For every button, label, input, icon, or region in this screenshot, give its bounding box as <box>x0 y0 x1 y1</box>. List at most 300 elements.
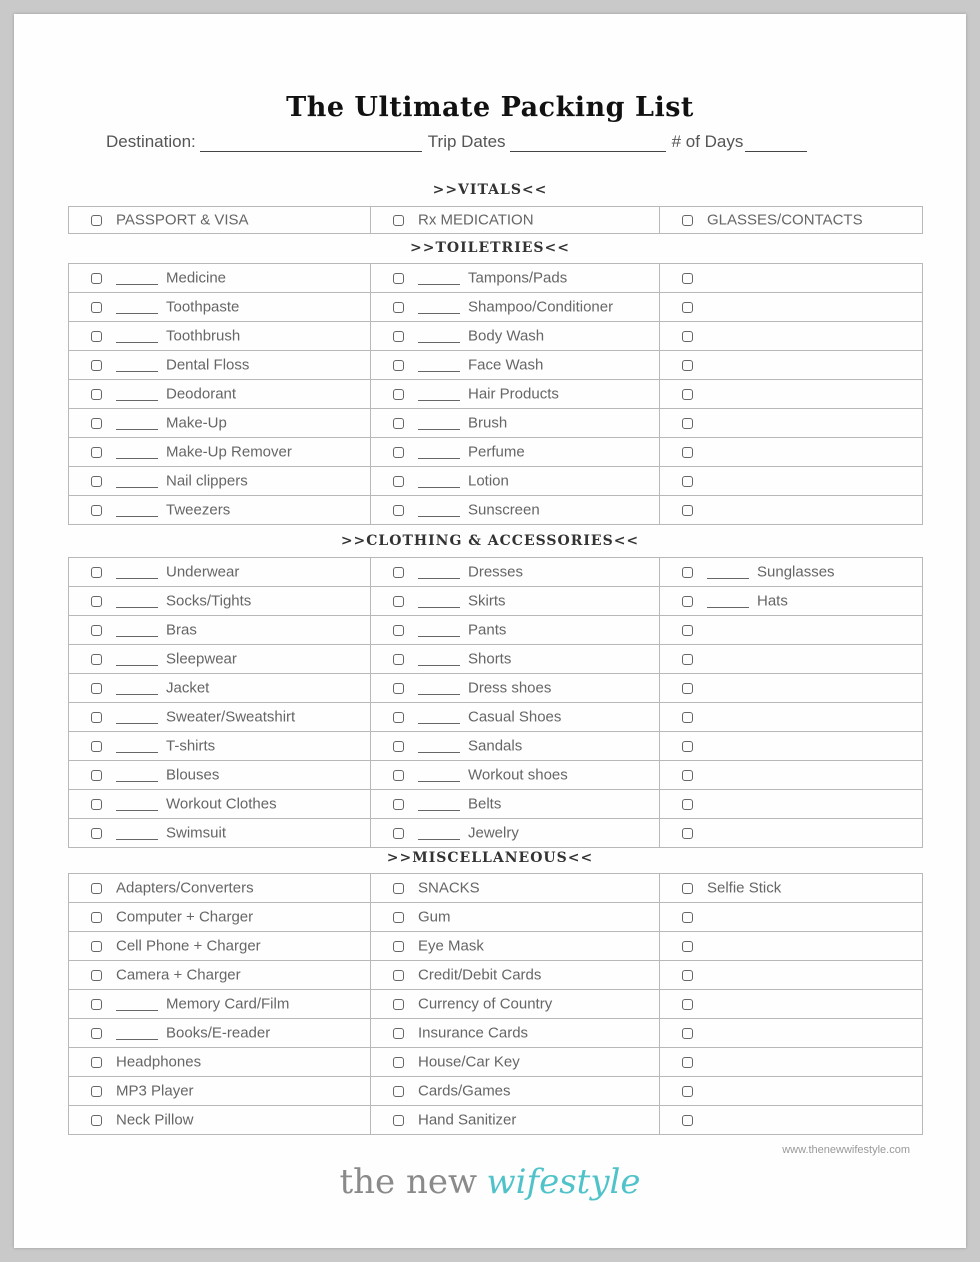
checkbox[interactable] <box>393 941 404 952</box>
clothing-heading: >>CLOTHING & ACCESSORIES<< <box>340 533 640 549</box>
item-label: Hand Sanitizer <box>418 1111 517 1129</box>
checkbox[interactable] <box>393 970 404 981</box>
clothing-cell <box>371 703 660 732</box>
quantity-blank[interactable] <box>418 359 460 372</box>
quantity-blank[interactable] <box>418 330 460 343</box>
checkbox[interactable] <box>682 360 693 371</box>
clothing-cell <box>371 645 660 674</box>
checkbox[interactable] <box>682 476 693 487</box>
quantity-blank[interactable] <box>116 624 158 637</box>
item-label: Hair Products <box>468 385 559 403</box>
clothing-cell <box>69 732 371 761</box>
toiletries-cell <box>660 322 923 351</box>
clothing-row <box>69 732 923 761</box>
toiletries-cell <box>69 496 371 525</box>
checkbox[interactable] <box>91 941 102 952</box>
item-label: Selfie Stick <box>707 879 782 897</box>
checkbox[interactable] <box>682 712 693 723</box>
checkbox[interactable] <box>682 654 693 665</box>
checkbox[interactable] <box>393 215 404 226</box>
quantity-blank[interactable] <box>116 595 158 608</box>
checkbox[interactable] <box>91 476 102 487</box>
misc-cell <box>660 990 923 1019</box>
checkbox[interactable] <box>91 447 102 458</box>
misc-row <box>69 1019 923 1048</box>
toiletries-row <box>69 380 923 409</box>
checkbox[interactable] <box>393 447 404 458</box>
item-label: Insurance Cards <box>418 1024 529 1042</box>
clothing-cell <box>371 558 660 587</box>
item-label: Pants <box>468 621 507 639</box>
misc-cell <box>69 1077 371 1106</box>
clothing-row <box>69 616 923 645</box>
quantity-blank[interactable] <box>707 566 749 579</box>
misc-cell <box>69 903 371 932</box>
quantity-blank[interactable] <box>116 388 158 401</box>
quantity-blank[interactable] <box>116 446 158 459</box>
quantity-blank[interactable] <box>418 711 460 724</box>
clothing-cell <box>660 761 923 790</box>
checkbox[interactable] <box>682 1057 693 1068</box>
toiletries-cell <box>371 351 660 380</box>
quantity-blank[interactable] <box>116 359 158 372</box>
quantity-blank[interactable] <box>116 475 158 488</box>
checkbox[interactable] <box>393 625 404 636</box>
checkbox[interactable] <box>682 273 693 284</box>
quantity-blank[interactable] <box>418 388 460 401</box>
item-label: Headphones <box>116 1053 202 1071</box>
toiletries-cell <box>660 264 923 293</box>
misc-heading: >>MISCELLANEOUS<< <box>386 850 594 866</box>
item-label: Tweezers <box>166 501 231 519</box>
quantity-blank[interactable] <box>116 272 158 285</box>
vitals-row <box>69 207 923 234</box>
clothing-cell <box>660 732 923 761</box>
toiletries-row <box>69 496 923 525</box>
checkbox[interactable] <box>393 596 404 607</box>
quantity-blank[interactable] <box>116 827 158 840</box>
clothing-cell <box>660 587 923 616</box>
checkbox[interactable] <box>91 360 102 371</box>
item-label: Sunscreen <box>468 501 540 519</box>
item-label: Skirts <box>468 592 506 610</box>
misc-row <box>69 874 923 903</box>
checkbox[interactable] <box>91 683 102 694</box>
checkbox[interactable] <box>682 567 693 578</box>
checkbox[interactable] <box>91 215 102 226</box>
quantity-blank[interactable] <box>116 740 158 753</box>
misc-cell <box>371 961 660 990</box>
item-label: Make-Up Remover <box>166 443 292 461</box>
quantity-blank[interactable] <box>116 769 158 782</box>
quantity-blank[interactable] <box>418 827 460 840</box>
clothing-row <box>69 790 923 819</box>
quantity-blank[interactable] <box>116 653 158 666</box>
vitals-table <box>68 206 923 234</box>
item-label: Tampons/Pads <box>468 269 568 287</box>
misc-row <box>69 990 923 1019</box>
checkbox[interactable] <box>393 331 404 342</box>
quantity-blank[interactable] <box>418 475 460 488</box>
item-label: Toothbrush <box>166 327 241 345</box>
toiletries-cell <box>69 322 371 351</box>
clothing-row <box>69 761 923 790</box>
days-field[interactable] <box>745 134 807 152</box>
quantity-blank[interactable] <box>707 595 749 608</box>
item-label: Rx MEDICATION <box>418 211 534 229</box>
checkbox[interactable] <box>393 712 404 723</box>
checkbox[interactable] <box>91 302 102 313</box>
quantity-blank[interactable] <box>418 769 460 782</box>
clothing-cell <box>371 587 660 616</box>
checkbox[interactable] <box>682 883 693 894</box>
clothing-cell <box>69 790 371 819</box>
checkbox[interactable] <box>682 1115 693 1126</box>
clothing-cell <box>660 819 923 848</box>
checkbox[interactable] <box>91 389 102 400</box>
checkbox[interactable] <box>393 999 404 1010</box>
misc-row <box>69 1048 923 1077</box>
misc-cell <box>69 874 371 903</box>
checkbox[interactable] <box>91 741 102 752</box>
checkbox[interactable] <box>393 1028 404 1039</box>
checkbox[interactable] <box>682 683 693 694</box>
misc-cell <box>660 1106 923 1135</box>
destination-label: Destination: <box>106 132 196 151</box>
misc-cell <box>371 1048 660 1077</box>
quantity-blank[interactable] <box>116 998 158 1011</box>
checkbox[interactable] <box>393 912 404 923</box>
clothing-cell <box>660 790 923 819</box>
checkbox[interactable] <box>91 799 102 810</box>
toiletries-row <box>69 467 923 496</box>
checkbox[interactable] <box>91 970 102 981</box>
checkbox[interactable] <box>91 912 102 923</box>
checkbox[interactable] <box>393 883 404 894</box>
checkbox[interactable] <box>682 912 693 923</box>
item-label: Gum <box>418 908 451 926</box>
quantity-blank[interactable] <box>418 417 460 430</box>
toiletries-cell <box>69 293 371 322</box>
toiletries-cell <box>371 438 660 467</box>
misc-cell <box>69 1048 371 1077</box>
checkbox[interactable] <box>682 215 693 226</box>
item-label: Make-Up <box>166 414 227 432</box>
item-label: Hats <box>757 592 788 610</box>
clothing-cell <box>660 674 923 703</box>
item-label: Sleepwear <box>166 650 237 668</box>
quantity-blank[interactable] <box>418 595 460 608</box>
checkbox[interactable] <box>393 302 404 313</box>
misc-cell <box>69 961 371 990</box>
item-label: Neck Pillow <box>116 1111 194 1129</box>
checkbox[interactable] <box>393 418 404 429</box>
checkbox[interactable] <box>682 941 693 952</box>
quantity-blank[interactable] <box>418 653 460 666</box>
toiletries-cell <box>371 496 660 525</box>
misc-row <box>69 903 923 932</box>
checkbox[interactable] <box>91 625 102 636</box>
checkbox[interactable] <box>682 970 693 981</box>
checkbox[interactable] <box>682 331 693 342</box>
misc-cell <box>69 932 371 961</box>
misc-row <box>69 1077 923 1106</box>
days-label: # of Days <box>671 132 744 151</box>
checkbox[interactable] <box>393 273 404 284</box>
quantity-blank[interactable] <box>116 504 158 517</box>
item-label: Adapters/Converters <box>116 879 254 897</box>
checkbox[interactable] <box>393 828 404 839</box>
item-label: Casual Shoes <box>468 708 562 726</box>
vitals-cell <box>69 207 371 234</box>
item-label: Shorts <box>468 650 512 668</box>
item-label: Face Wash <box>468 356 544 374</box>
item-label: Dental Floss <box>166 356 250 374</box>
checkbox[interactable] <box>91 883 102 894</box>
quantity-blank[interactable] <box>418 504 460 517</box>
checkbox[interactable] <box>393 654 404 665</box>
checkbox[interactable] <box>91 331 102 342</box>
quantity-blank[interactable] <box>116 682 158 695</box>
destination-field[interactable] <box>200 134 422 152</box>
quantity-blank[interactable] <box>418 682 460 695</box>
quantity-blank[interactable] <box>418 566 460 579</box>
toiletries-cell <box>371 264 660 293</box>
logo-left-text: the new <box>339 1162 478 1202</box>
clothing-cell <box>69 558 371 587</box>
toiletries-cell <box>660 351 923 380</box>
misc-cell <box>371 874 660 903</box>
toiletries-table <box>68 263 923 525</box>
item-label: Perfume <box>468 443 525 461</box>
trip-dates-field[interactable] <box>510 134 666 152</box>
checkbox[interactable] <box>393 360 404 371</box>
misc-cell <box>69 1106 371 1135</box>
toiletries-cell <box>660 380 923 409</box>
checkbox[interactable] <box>682 741 693 752</box>
checkbox[interactable] <box>682 999 693 1010</box>
item-label: Workout shoes <box>468 766 568 784</box>
misc-cell <box>371 1019 660 1048</box>
checkbox[interactable] <box>393 741 404 752</box>
checkbox[interactable] <box>91 273 102 284</box>
checkbox[interactable] <box>682 447 693 458</box>
quantity-blank[interactable] <box>418 272 460 285</box>
quantity-blank[interactable] <box>116 330 158 343</box>
checkbox[interactable] <box>682 1028 693 1039</box>
toiletries-row <box>69 438 923 467</box>
clothing-cell <box>371 732 660 761</box>
checkbox[interactable] <box>393 1115 404 1126</box>
quantity-blank[interactable] <box>116 798 158 811</box>
checkbox[interactable] <box>393 476 404 487</box>
clothing-cell <box>69 616 371 645</box>
checkbox[interactable] <box>91 1086 102 1097</box>
item-label: Sunglasses <box>757 563 835 581</box>
item-label: Blouses <box>166 766 220 784</box>
toiletries-cell <box>660 293 923 322</box>
checkbox[interactable] <box>682 799 693 810</box>
item-label: House/Car Key <box>418 1053 520 1071</box>
checkbox[interactable] <box>393 1086 404 1097</box>
toiletries-cell <box>371 380 660 409</box>
toiletries-row <box>69 322 923 351</box>
quantity-blank[interactable] <box>418 446 460 459</box>
toiletries-cell <box>69 467 371 496</box>
toiletries-cell <box>69 380 371 409</box>
brand-logo <box>14 1162 966 1202</box>
quantity-blank[interactable] <box>418 301 460 314</box>
misc-cell <box>660 1019 923 1048</box>
misc-cell <box>371 932 660 961</box>
item-label: Eye Mask <box>418 937 484 955</box>
quantity-blank[interactable] <box>418 798 460 811</box>
toiletries-cell <box>371 467 660 496</box>
checkbox[interactable] <box>393 1057 404 1068</box>
toiletries-cell <box>69 351 371 380</box>
checkbox[interactable] <box>682 505 693 516</box>
clothing-cell <box>660 645 923 674</box>
quantity-blank[interactable] <box>116 711 158 724</box>
misc-cell <box>660 903 923 932</box>
checkbox[interactable] <box>682 1086 693 1097</box>
checkbox[interactable] <box>91 712 102 723</box>
quantity-blank[interactable] <box>116 301 158 314</box>
checkbox[interactable] <box>91 1115 102 1126</box>
misc-cell <box>660 1048 923 1077</box>
item-label: PASSPORT & VISA <box>116 211 249 229</box>
checkbox[interactable] <box>393 683 404 694</box>
page-title: The Ultimate Packing List <box>286 92 694 123</box>
toiletries-cell <box>69 409 371 438</box>
item-label: Deodorant <box>166 385 237 403</box>
item-label: Sweater/Sweatshirt <box>166 708 296 726</box>
item-label: Shampoo/Conditioner <box>468 298 614 316</box>
item-label: Currency of Country <box>418 995 553 1013</box>
clothing-cell <box>69 674 371 703</box>
item-label: Camera + Charger <box>116 966 241 984</box>
misc-cell <box>660 874 923 903</box>
trip-info-line <box>106 132 926 152</box>
clothing-cell <box>69 587 371 616</box>
checkbox[interactable] <box>91 567 102 578</box>
toiletries-row <box>69 264 923 293</box>
checkbox[interactable] <box>91 596 102 607</box>
toiletries-cell <box>660 467 923 496</box>
checkbox[interactable] <box>682 625 693 636</box>
checkbox[interactable] <box>682 828 693 839</box>
quantity-blank[interactable] <box>418 740 460 753</box>
misc-cell <box>69 1019 371 1048</box>
checkbox[interactable] <box>393 799 404 810</box>
misc-cell <box>371 1106 660 1135</box>
checkbox[interactable] <box>91 828 102 839</box>
checkbox[interactable] <box>91 1057 102 1068</box>
checkbox[interactable] <box>682 302 693 313</box>
clothing-cell <box>69 819 371 848</box>
item-label: Computer + Charger <box>116 908 254 926</box>
clothing-cell <box>371 674 660 703</box>
vitals-heading: >>VITALS<< <box>432 182 548 198</box>
clothing-row <box>69 645 923 674</box>
item-label: Jacket <box>166 679 210 697</box>
quantity-blank[interactable] <box>418 624 460 637</box>
toiletries-row <box>69 409 923 438</box>
misc-table <box>68 873 923 1135</box>
item-label: Workout Clothes <box>166 795 277 813</box>
item-label: Body Wash <box>468 327 545 345</box>
checkbox[interactable] <box>91 505 102 516</box>
checkbox[interactable] <box>91 654 102 665</box>
quantity-blank[interactable] <box>116 1027 158 1040</box>
toiletries-cell <box>69 264 371 293</box>
misc-cell <box>660 961 923 990</box>
checkbox[interactable] <box>393 567 404 578</box>
clothing-cell <box>660 616 923 645</box>
checkbox[interactable] <box>393 505 404 516</box>
clothing-cell <box>69 761 371 790</box>
checkbox[interactable] <box>393 770 404 781</box>
checkbox[interactable] <box>682 770 693 781</box>
clothing-row <box>69 703 923 732</box>
toiletries-cell <box>69 438 371 467</box>
checkbox[interactable] <box>91 1028 102 1039</box>
item-label: Lotion <box>468 472 509 490</box>
item-label: T-shirts <box>166 737 216 755</box>
checkbox[interactable] <box>682 418 693 429</box>
toiletries-heading: >>TOILETRIES<< <box>410 240 570 256</box>
toiletries-cell <box>660 438 923 467</box>
quantity-blank[interactable] <box>116 566 158 579</box>
toiletries-cell <box>371 293 660 322</box>
clothing-row <box>69 674 923 703</box>
checkbox[interactable] <box>682 596 693 607</box>
misc-row <box>69 932 923 961</box>
item-label: Sandals <box>468 737 523 755</box>
clothing-cell <box>371 819 660 848</box>
checkbox[interactable] <box>393 389 404 400</box>
packing-list-sheet <box>14 14 966 1248</box>
item-label: Nail clippers <box>166 472 248 490</box>
item-label: Memory Card/Film <box>166 995 290 1013</box>
misc-cell <box>69 990 371 1019</box>
checkbox[interactable] <box>91 418 102 429</box>
toiletries-cell <box>660 496 923 525</box>
misc-cell <box>660 1077 923 1106</box>
checkbox[interactable] <box>91 770 102 781</box>
trip-dates-label: Trip Dates <box>427 132 506 151</box>
item-label: MP3 Player <box>116 1082 194 1100</box>
checkbox[interactable] <box>682 389 693 400</box>
item-label: GLASSES/CONTACTS <box>707 211 863 229</box>
clothing-row <box>69 819 923 848</box>
clothing-cell <box>371 761 660 790</box>
clothing-cell <box>371 790 660 819</box>
clothing-table <box>68 557 923 848</box>
toiletries-row <box>69 293 923 322</box>
item-label: Underwear <box>166 563 240 581</box>
misc-cell <box>660 932 923 961</box>
item-label: Toothpaste <box>166 298 240 316</box>
item-label: Jewelry <box>468 824 519 842</box>
clothing-row <box>69 558 923 587</box>
checkbox[interactable] <box>91 999 102 1010</box>
misc-row <box>69 1106 923 1135</box>
item-label: Swimsuit <box>166 824 227 842</box>
clothing-cell <box>660 558 923 587</box>
quantity-blank[interactable] <box>116 417 158 430</box>
footer-url: www.thenewwifestyle.com <box>782 1144 910 1156</box>
